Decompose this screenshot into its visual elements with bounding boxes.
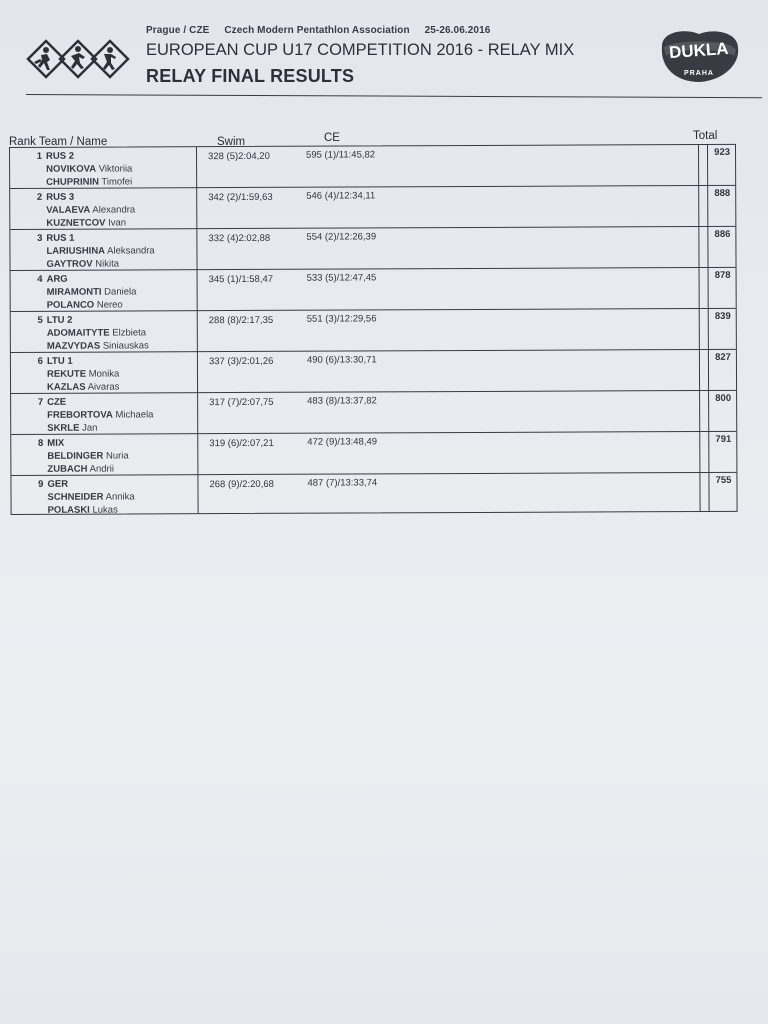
athlete-2-lastname: KAZLAS bbox=[47, 381, 86, 393]
table-row bbox=[11, 391, 736, 435]
team-name: RUS 1 bbox=[46, 232, 75, 244]
athlete-2-lastname: POLANCO bbox=[46, 299, 95, 311]
table-row bbox=[11, 473, 736, 517]
athlete-1 bbox=[47, 326, 146, 339]
ce-result: 554 (2)/12:26,39 bbox=[306, 231, 377, 243]
results-table bbox=[9, 144, 738, 515]
athlete-2 bbox=[46, 258, 119, 271]
athlete-2-firstname: Ivan bbox=[108, 217, 127, 229]
athlete-1-lastname: LARIUSHINA bbox=[46, 245, 106, 257]
rank-value: 6 bbox=[37, 355, 43, 367]
athlete-2-firstname: Nereo bbox=[96, 299, 123, 311]
athlete-2-lastname: ZUBACH bbox=[47, 463, 88, 475]
rank-value: 3 bbox=[37, 232, 43, 244]
athlete-2-lastname: KUZNETCOV bbox=[46, 217, 106, 229]
athlete-1 bbox=[47, 285, 137, 298]
athlete-2-lastname: SKRLE bbox=[47, 422, 80, 434]
table-row bbox=[11, 432, 736, 476]
athlete-1-firstname: Michaela bbox=[115, 409, 154, 421]
table-row bbox=[10, 186, 735, 230]
team-name: RUS 2 bbox=[46, 150, 75, 162]
total-points: 800 bbox=[715, 392, 732, 404]
swim-result: 317 (7)/2:07,75 bbox=[209, 396, 274, 409]
athlete-1-lastname: SCHNEIDER bbox=[47, 491, 104, 503]
document-subtitle: RELAY FINAL RESULTS bbox=[146, 66, 355, 86]
athlete-2 bbox=[47, 339, 149, 352]
athlete-1-firstname: Elzbieta bbox=[112, 327, 147, 339]
total-points: 755 bbox=[715, 474, 732, 486]
team-name: CZE bbox=[47, 396, 67, 408]
athlete-2-lastname: CHUPRININ bbox=[46, 176, 99, 188]
athlete-1 bbox=[46, 244, 154, 257]
rank-value: 4 bbox=[37, 273, 43, 285]
table-row bbox=[10, 227, 735, 271]
athlete-2 bbox=[47, 422, 97, 435]
athlete-2 bbox=[46, 175, 132, 188]
athlete-1-firstname: Nuria bbox=[105, 450, 129, 462]
rank-value: 9 bbox=[38, 478, 44, 490]
table-row bbox=[11, 350, 736, 394]
athlete-2-firstname: Nikita bbox=[95, 258, 120, 270]
team-name: LTU 2 bbox=[46, 314, 73, 326]
total-points: 827 bbox=[715, 351, 731, 363]
athlete-1 bbox=[47, 449, 128, 462]
athlete-1-firstname: Monika bbox=[88, 368, 120, 380]
athlete-2 bbox=[47, 299, 123, 312]
athlete-2-firstname: Andrii bbox=[89, 463, 114, 475]
ce-result: 490 (6)/13:30,71 bbox=[306, 354, 377, 366]
athlete-1 bbox=[48, 490, 135, 503]
rank-value: 7 bbox=[37, 396, 44, 408]
dukla-logo-text: DUKLA bbox=[668, 38, 730, 63]
athlete-1-lastname: FREBORTOVA bbox=[47, 409, 113, 421]
athlete-1-firstname: Viktoriia bbox=[98, 163, 133, 175]
athlete-2-lastname: MAZVYDAS bbox=[46, 340, 101, 352]
ce-result: 487 (7)/13:33,74 bbox=[307, 477, 378, 489]
ce-result: 483 (8)/13:37,82 bbox=[307, 395, 377, 407]
swim-result: 268 (9)/2:20,68 bbox=[209, 478, 274, 491]
table-row bbox=[11, 309, 736, 353]
athlete-2 bbox=[47, 381, 119, 394]
ce-result: 472 (9)/13:48,49 bbox=[307, 436, 378, 448]
total-points: 923 bbox=[714, 146, 731, 158]
pentathlon-logo-icon bbox=[24, 30, 134, 88]
athlete-1-lastname: BELDINGER bbox=[47, 450, 104, 462]
team-name: MIX bbox=[47, 437, 65, 449]
dukla-logo-subtext: PRAHA bbox=[684, 70, 714, 77]
rank-value: 1 bbox=[36, 150, 43, 162]
athlete-2 bbox=[48, 504, 118, 517]
athlete-1-firstname: Annika bbox=[105, 491, 135, 503]
team-name: LTU 1 bbox=[46, 355, 73, 367]
athlete-1 bbox=[47, 368, 119, 381]
athlete-2 bbox=[46, 216, 126, 229]
total-points: 839 bbox=[714, 310, 731, 322]
athlete-1 bbox=[46, 162, 132, 175]
athlete-1-firstname: Daniela bbox=[104, 286, 137, 298]
athlete-1-firstname: Alexandra bbox=[92, 204, 136, 216]
athlete-2-firstname: Aivaras bbox=[87, 381, 120, 393]
swim-result: 337 (3)/2:01,26 bbox=[208, 355, 274, 368]
table-row bbox=[10, 145, 735, 189]
swim-result: 319 (6)/2:07,21 bbox=[209, 437, 274, 450]
athlete-2-firstname: Siniauskas bbox=[102, 340, 149, 352]
column-header-ce: CE bbox=[324, 132, 340, 144]
athlete-1-lastname: NOVIKOVA bbox=[46, 163, 97, 175]
athlete-1 bbox=[46, 203, 135, 216]
athlete-1-lastname: MIRAMONTI bbox=[46, 286, 102, 298]
dukla-praha-logo-icon bbox=[654, 24, 744, 86]
column-header-rank-team: Rank Team / Name bbox=[9, 136, 108, 148]
total-points: 886 bbox=[714, 228, 731, 240]
rank-value: 5 bbox=[37, 314, 43, 326]
rank-value: 8 bbox=[37, 437, 44, 449]
ce-result: 551 (3)/12:29,56 bbox=[306, 313, 377, 325]
swim-result: 332 (4)2:02,88 bbox=[208, 232, 271, 245]
document-title: EUROPEAN CUP U17 COMPETITION 2016 - RELAY MIX bbox=[146, 41, 575, 59]
team-name: GER bbox=[47, 478, 69, 490]
athlete-2-firstname: Timofei bbox=[101, 176, 133, 188]
team-name: RUS 3 bbox=[46, 191, 75, 203]
athlete-1-firstname: Aleksandra bbox=[107, 245, 155, 257]
athlete-2-lastname: GAYTROV bbox=[46, 258, 93, 270]
athlete-1-lastname: REKUTE bbox=[46, 368, 87, 380]
event-meta bbox=[146, 25, 502, 36]
athlete-2-firstname: Jan bbox=[82, 422, 98, 434]
column-header-swim: Swim bbox=[217, 136, 246, 148]
swim-result: 328 (5)2:04,20 bbox=[208, 150, 270, 163]
event-organizer: Czech Modern Pentathlon Association bbox=[224, 25, 410, 36]
team-name: ARG bbox=[46, 273, 68, 285]
total-points: 888 bbox=[714, 187, 731, 199]
athlete-2-lastname: POLASKI bbox=[47, 504, 90, 516]
ce-result: 595 (1)/11:45,82 bbox=[306, 149, 376, 161]
athlete-1-lastname: ADOMAITYTE bbox=[46, 327, 110, 339]
swim-result: 288 (8)/2:17,35 bbox=[208, 314, 274, 327]
total-points: 791 bbox=[715, 433, 732, 445]
total-points: 878 bbox=[714, 269, 731, 281]
swim-result: 342 (2)/1:59,63 bbox=[208, 191, 273, 204]
rank-value: 2 bbox=[36, 191, 43, 203]
header-divider bbox=[26, 94, 762, 98]
swim-result: 345 (1)/1:58,47 bbox=[208, 273, 274, 286]
athlete-1-lastname: VALAEVA bbox=[46, 204, 91, 216]
ce-result: 546 (4)/12:34,11 bbox=[306, 190, 376, 202]
column-header-total: Total bbox=[693, 130, 718, 142]
event-dates: 25-26.06.2016 bbox=[424, 25, 491, 36]
ce-result: 533 (5)/12:47,45 bbox=[306, 272, 377, 284]
athlete-2-firstname: Lukas bbox=[92, 504, 118, 516]
event-location: Prague / CZE bbox=[146, 25, 210, 36]
table-row bbox=[11, 268, 736, 312]
athlete-2 bbox=[47, 463, 114, 476]
athlete-1 bbox=[47, 408, 153, 421]
